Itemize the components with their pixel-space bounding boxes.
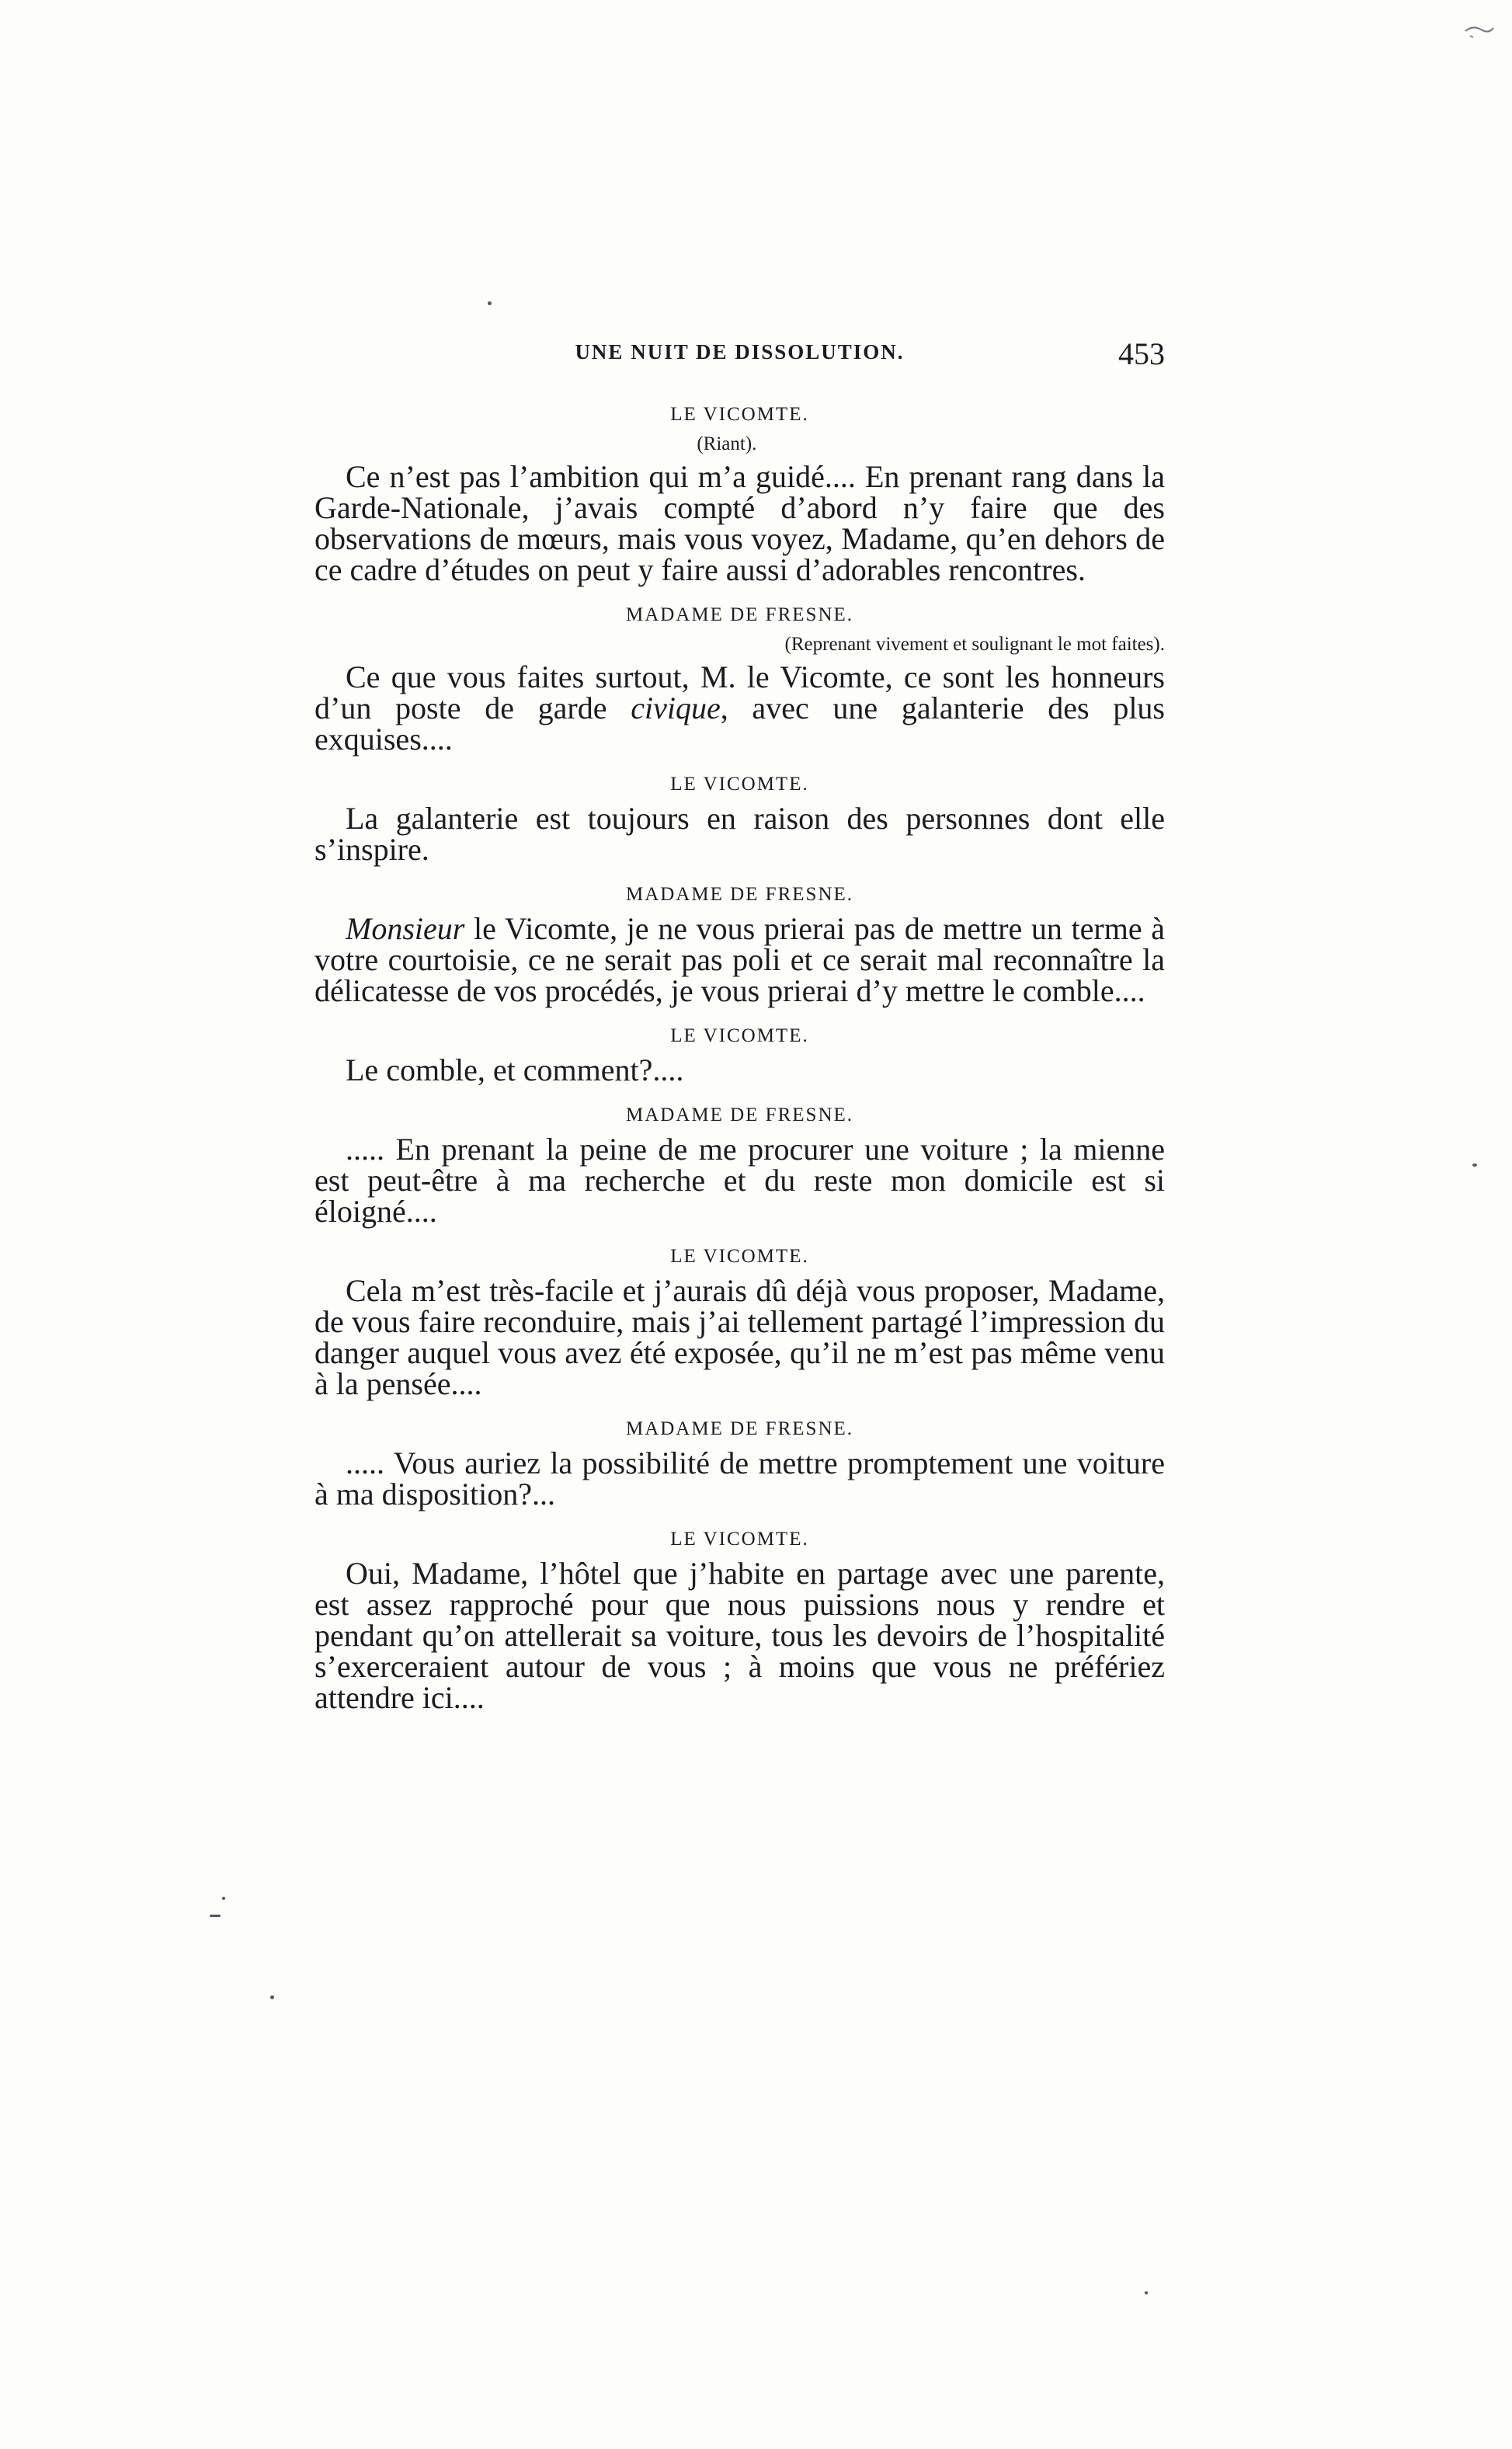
speaker-name: LE VICOMTE. [670,1025,809,1046]
speech: ..... En prenant la peine de me procurer une voiture ; la mienne est peut-être à ma recherche et du reste mon domicile est si éloigné.... [315,1132,1165,1229]
ink-speck [210,1915,221,1917]
speech: ..... Vous auriez la possibilité de mettre promptement une voiture à ma disposition?... [315,1445,1165,1511]
speech-emphasis: civique [631,691,721,725]
speech-emphasis: Monsieur [346,911,465,946]
speaker-name: LE VICOMTE. [670,1246,809,1267]
speech-text: le Vicomte, je ne vous prierai pas de mettre un terme à votre courtoisie, ce ne serait pas poli et ce serait mal reconnaître la délicatesse de vos procédés, je vous prierai d’y mettre le comble.... [315,911,1165,1008]
stage-direction: (Riant). [697,433,757,454]
ink-speck [1145,2291,1148,2294]
speaker-name: LE VICOMTE. [670,404,809,425]
speech: Cela m’est très-facile et j’aurais dû déjà vous proposer, Madame, de vous faire reconduire, mais j’ai tellement partagé l’impression du danger auquel vous avez été exposée, qu’il ne m’est pas même venu à la pensée.... [315,1273,1165,1401]
speaker-name: MADAME DE FRESNE. [625,884,854,905]
speaker-name: LE VICOMTE. [670,774,809,795]
speaker-name: MADAME DE FRESNE. [625,1104,854,1125]
speech [315,913,1165,1007]
speaker-name: LE VICOMTE. [670,1529,809,1550]
ink-speck [270,1995,274,1999]
speech: La galanterie est toujours en raison des personnes dont elle s’inspire. [315,801,1165,867]
ink-speck [1472,1164,1477,1167]
speaker-name: MADAME DE FRESNE. [625,1418,854,1439]
ink-speck [488,301,492,305]
speech: Oui, Madame, l’hôtel que j’habite en partage avec une parente, est assez rapproché pour que nous puissions nous y rendre et pendant qu’on attellerait sa voiture, tous les devoirs de l’hospitalité s’exerceraient autour de vous ; à moins que vous ne préfériez attendre ici.... [315,1556,1165,1715]
speech: Le comble, et comment?.... [346,1052,684,1087]
speaker-name: MADAME DE FRESNE. [625,604,854,625]
stage-direction: (Reprenant vivement et soulignant le mot faites). [784,634,1165,655]
speech [315,659,1165,757]
speech-text: , avec une galanterie des plus exquises.... [315,691,1165,757]
ink-speck [222,1897,225,1900]
corner-ink-mark [1464,22,1495,40]
speech: Ce n’est pas l’ambition qui m’a guidé.... En prenant rang dans la Garde-Nationale, j’avais compté d’abord n’y faire que des observations de mœurs, mais vous voyez, Madame, qu’en dehors de ce cadre d’études on peut y faire aussi d’adorables rencontres. [315,459,1165,587]
running-title: UNE NUIT DE DISSOLUTION. [575,340,905,364]
speech-text: Ce que vous faites surtout, M. le Vicomte, ce sont les honneurs d’un poste de garde [315,659,1165,725]
dialogue-text [315,404,1165,1713]
page-number: 453 [1118,336,1165,371]
running-head [315,336,1165,382]
